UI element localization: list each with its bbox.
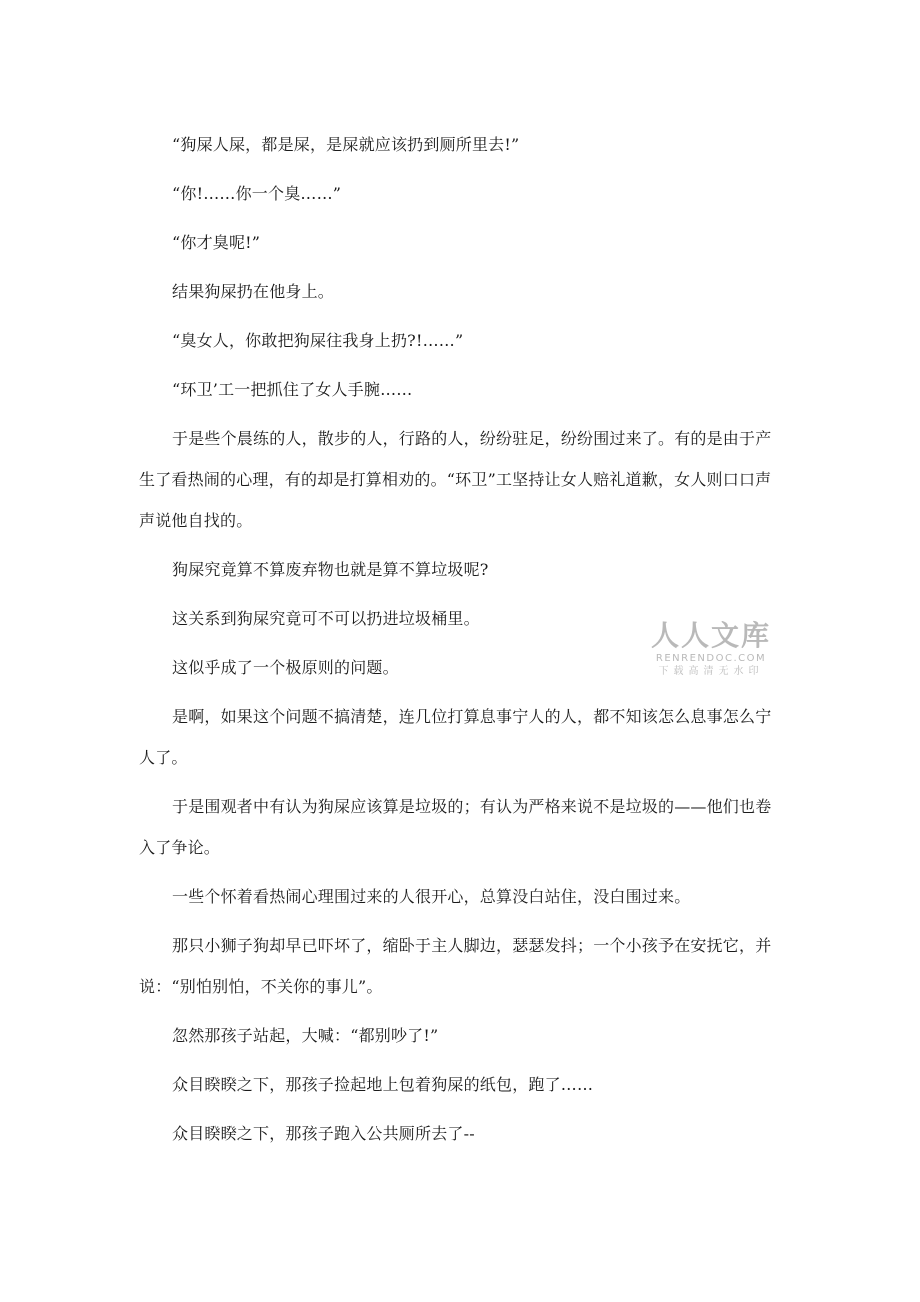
paragraph-10: 这似乎成了一个极原则的问题。 — [172, 658, 399, 677]
watermark-domain: RENRENDOC.COM — [655, 653, 767, 664]
watermark-title: 人人文库 — [650, 619, 771, 652]
paragraph-17: 众目睽睽之下，那孩子跑入公共厕所去了-- — [172, 1124, 475, 1143]
paragraph-7: 于是些个晨练的人，散步的人，行路的人，纷纷驻足，纷纷围过来了。有的是由于产生了看热闹的心理，有的却是打算相劝的。“环卫”工坚持让女人赔礼道歉，女人则口口声声说他自找的。 — [139, 429, 772, 530]
paragraph-8: 狗屎究竟算不算废弃物也就是算不算垃圾呢? — [172, 560, 489, 579]
paragraph-1: “狗屎人屎，都是屎，是屎就应该扔到厕所里去!” — [172, 135, 520, 154]
paragraph-2: “你!……你一个臭……” — [172, 184, 342, 203]
watermark-slogan: 下载高清无水印 — [658, 666, 764, 677]
paragraph-16: 众目睽睽之下，那孩子捡起地上包着狗屎的纸包，跑了…… — [172, 1075, 594, 1094]
paragraph-6: “环卫’工一把抓住了女人手腕…… — [172, 380, 413, 399]
paragraph-11: 是啊，如果这个问题不搞清楚，连几位打算息事宁人的人，都不知该怎么息事怎么宁人了。 — [139, 707, 772, 767]
paragraph-3: “你才臭呢!” — [172, 233, 261, 252]
watermark — [646, 620, 776, 679]
paragraph-12: 于是围观者中有认为狗屎应该算是垃圾的；有认为严格来说不是垃圾的——他们也卷入了争论。 — [139, 797, 772, 857]
paragraph-9: 这关系到狗屎究竟可不可以扔进垃圾桶里。 — [172, 609, 480, 628]
paragraph-4: 结果狗屎扔在他身上。 — [172, 282, 335, 301]
paragraph-13: 一些个怀着看热闹心理围过来的人很开心，总算没白站住，没白围过来。 — [172, 887, 691, 906]
paragraph-14: 那只小狮子狗却早已吓坏了，缩卧于主人脚边，瑟瑟发抖；一个小孩予在安抚它，并说：“别怕别怕，不关你的事儿”。 — [139, 936, 772, 996]
paragraph-15: 忽然那孩子站起，大喊：“都别吵了!” — [172, 1026, 439, 1045]
paragraph-5: “臭女人，你敢把狗屎往我身上扔?!……” — [172, 331, 464, 350]
